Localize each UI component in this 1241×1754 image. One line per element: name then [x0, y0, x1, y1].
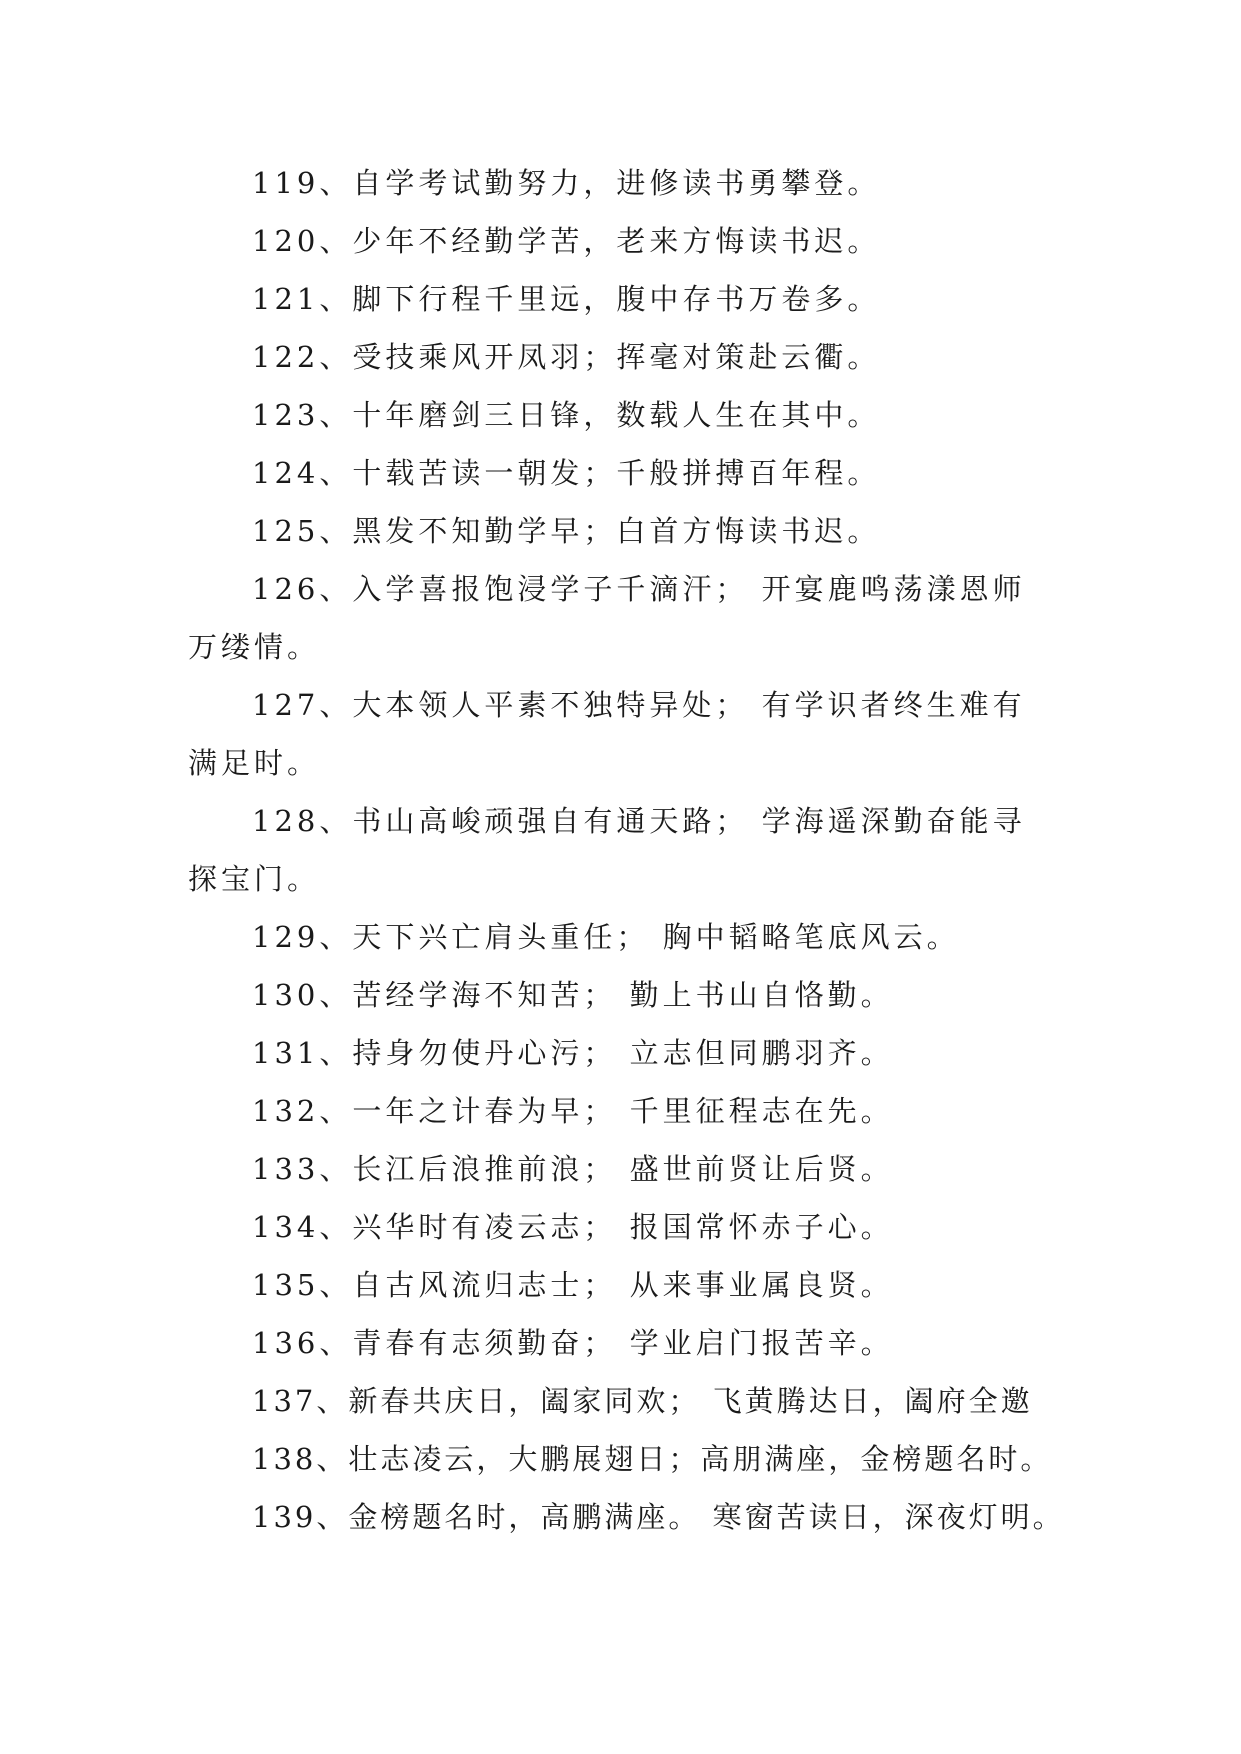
couplet-line-126: 126、入学喜报饱浸学子千滴汗； 开宴鹿鸣荡漾恩师万缕情。 — [188, 572, 1026, 664]
couplet-line-135: 135、自古风流归志士； 从来事业属良贤。 — [252, 1268, 894, 1302]
couplet-line-125: 125、黑发不知勤学早；白首方悔读书迟。 — [252, 514, 881, 548]
couplet-line-121: 121、脚下行程千里远，腹中存书万卷多。 — [252, 282, 881, 316]
couplet-line-119: 119、自学考试勤努力，进修读书勇攀登。 — [252, 166, 881, 200]
couplet-line-123: 123、十年磨剑三日锋，数载人生在其中。 — [252, 398, 881, 432]
document-body — [188, 154, 1065, 1546]
couplet-line-131: 131、持身勿使丹心污； 立志但同鹏羽齐。 — [252, 1036, 894, 1070]
couplet-line-129: 129、天下兴亡肩头重任； 胸中韬略笔底风云。 — [252, 920, 960, 954]
couplet-line-133: 133、长江后浪推前浪； 盛世前贤让后贤。 — [252, 1152, 894, 1186]
couplet-line-127: 127、大本领人平素不独特异处； 有学识者终生难有满足时。 — [188, 688, 1026, 780]
couplet-line-122: 122、受技乘风开凤羽；挥毫对策赴云衢。 — [252, 340, 881, 374]
couplet-line-138: 138、壮志凌云，大鹏展翅日；高朋满座，金榜题名时。 — [252, 1442, 1053, 1476]
couplet-line-139: 139、金榜题名时，高鹏满座。 寒窗苦读日，深夜灯明。 — [252, 1500, 1065, 1534]
couplet-line-120: 120、少年不经勤学苦，老来方悔读书迟。 — [252, 224, 881, 258]
couplet-line-137: 137、新春共庆日，阖家同欢； 飞黄腾达日，阖府全邀 — [252, 1384, 1033, 1418]
couplet-line-134: 134、兴华时有凌云志； 报国常怀赤子心。 — [252, 1210, 894, 1244]
couplet-line-130: 130、苦经学海不知苦； 勤上书山自恪勤。 — [252, 978, 894, 1012]
couplet-line-124: 124、十载苦读一朝发；千般拼搏百年程。 — [252, 456, 881, 490]
couplet-line-132: 132、一年之计春为早； 千里征程志在先。 — [252, 1094, 894, 1128]
couplet-line-128: 128、书山高峻顽强自有通天路； 学海遥深勤奋能寻探宝门。 — [188, 804, 1026, 896]
couplet-line-136: 136、青春有志须勤奋； 学业启门报苦辛。 — [252, 1326, 894, 1360]
